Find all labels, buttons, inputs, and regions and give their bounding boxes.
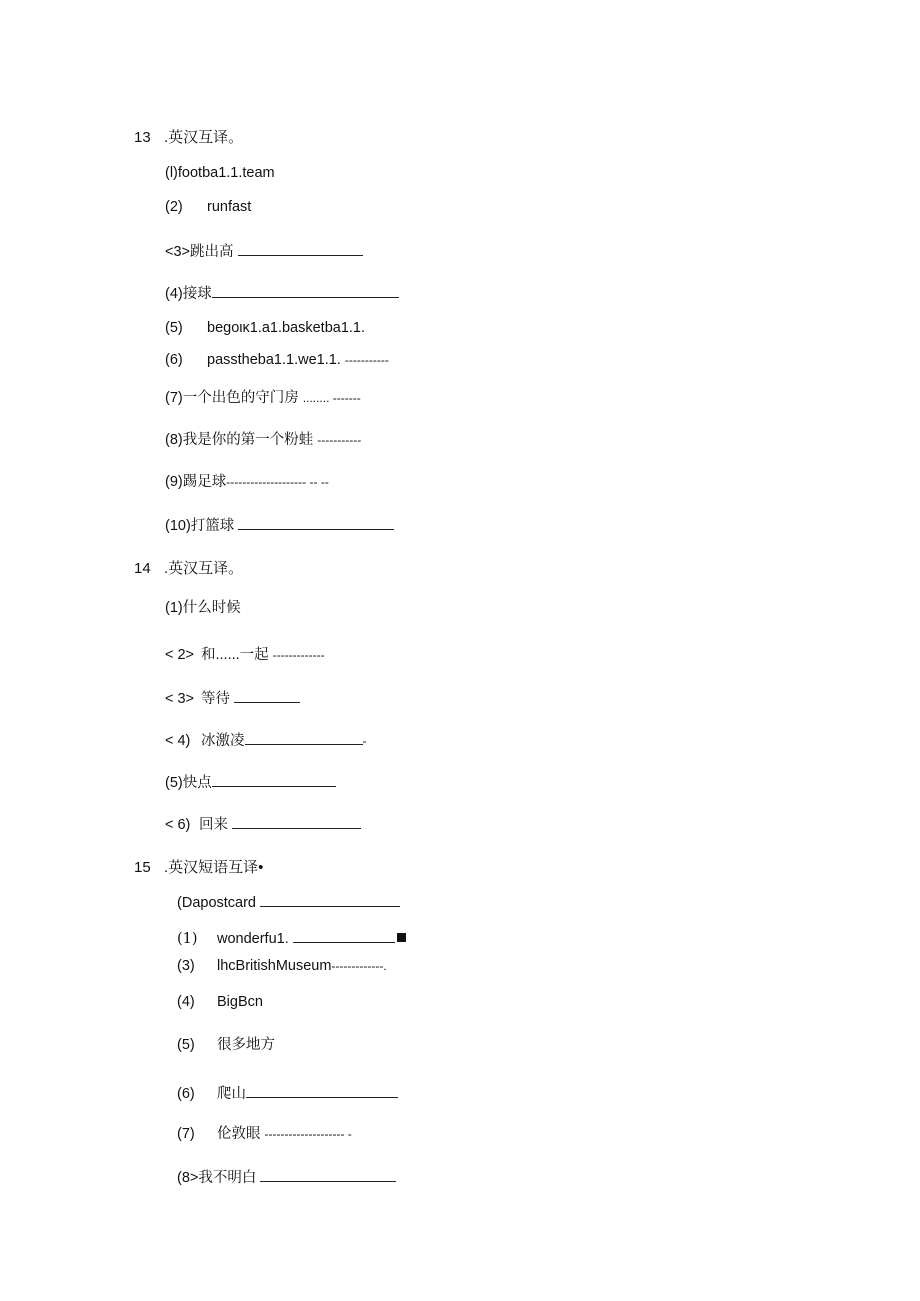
answer-blank[interactable] [212,772,336,787]
answer-dash-line[interactable]: -------------------- - [264,1127,352,1141]
question-title: .英汉互译。 [164,560,244,577]
q13-item-3 [165,241,363,261]
q13-item-4 [165,283,399,303]
q15-item-1 [177,892,400,912]
answer-dash-line[interactable]: ----------- [344,353,389,367]
q14-item-2 [165,646,325,664]
item-text: 什么时候 [182,600,241,616]
item-label: (4) [165,286,183,302]
q15-item-8 [177,1167,396,1187]
item-label: (7) [165,390,183,406]
answer-blank[interactable] [238,515,394,530]
question-14-header [134,557,243,578]
item-text: 踢足球 [182,474,227,490]
question-13-header [134,126,243,147]
answer-blank[interactable] [234,688,300,703]
item-label: < 3> [165,691,195,707]
item-text: 快点 [182,775,212,791]
item-label: (2) [165,199,183,215]
question-title: .英汉短语互译• [164,859,264,876]
item-text: apostcard [192,895,256,911]
q13-item-9 [165,473,329,491]
item-label: (9) [165,474,183,490]
q15-item-6 [177,1083,398,1103]
item-text: wonderfu1. [217,931,289,947]
item-label: (5) [177,1037,195,1053]
item-label: (1) [165,600,183,616]
item-label: (5) [165,320,183,336]
q15-item-3 [177,957,387,975]
q15-item-7 [177,1125,352,1143]
item-text: 冰激凌 [201,733,245,749]
item-text: 我是你的第一个粉蛙 [182,432,314,448]
item-label: (l) [165,165,178,181]
item-text: lhcBritishMuseum [217,958,332,974]
item-text: 爬山 [217,1086,246,1102]
q13-item-1 [165,164,275,182]
question-number: 15 [134,859,151,876]
answer-blank[interactable] [260,892,400,907]
item-label: (4) [177,994,195,1010]
item-label: (7) [177,1126,195,1142]
item-text: 我不明白 [198,1170,257,1186]
item-text: 一个出色的守门房 [182,390,299,406]
answer-blank[interactable] [293,928,395,943]
square-mark-icon [397,933,406,942]
item-label: < 4) [165,733,191,749]
item-text: 回来 [199,817,228,833]
answer-dash-line[interactable]: ------------- [272,648,325,662]
question-15-header [134,856,263,877]
item-text: BigBcn [217,994,263,1010]
answer-dash-line[interactable]: ........ ------- [302,391,361,405]
q13-item-6 [165,351,389,369]
q14-item-3 [165,688,300,708]
item-label: (1) [177,931,198,947]
question-number: 14 [134,560,151,577]
answer-blank[interactable] [212,283,399,298]
q13-item-7 [165,389,361,407]
answer-dash-line: - [362,734,367,748]
item-text: 和......一起 [201,647,269,663]
item-text: 伦敦眼 [217,1126,261,1142]
item-label: (8> [177,1170,199,1186]
answer-blank[interactable] [246,1083,398,1098]
item-label: (6) [165,352,183,368]
item-text: runfast [207,199,252,215]
q14-item-4 [165,730,367,750]
q14-item-6 [165,814,361,834]
item-text: 打篮球 [190,518,235,534]
item-label: (D [177,895,193,911]
q13-item-2 [165,198,251,216]
q15-item-4 [177,993,263,1011]
answer-blank[interactable] [245,730,363,745]
q13-item-10 [165,515,394,535]
q15-item-5 [177,1036,275,1054]
question-title: .英汉互译。 [164,129,244,146]
item-label: (6) [177,1086,195,1102]
item-text: 接球 [182,286,212,302]
item-label: < 6) [165,817,191,833]
item-label: (8) [165,432,183,448]
answer-dash-line[interactable]: -------------. [331,959,387,973]
item-text: passtheba1.1.we1.1. [207,352,341,368]
item-text: begoικ1.a1.basketba1.1. [207,320,366,336]
item-text: footba1.1.team [177,165,275,181]
q13-item-8 [165,431,361,449]
item-text: 很多地方 [217,1037,275,1053]
q15-item-2 [177,928,406,948]
item-text: 跳出高 [190,244,234,260]
item-label: <3> [165,244,190,260]
item-label: (3) [177,958,195,974]
q14-item-1 [165,599,241,617]
item-text: 等待 [201,691,230,707]
item-label: (5) [165,775,183,791]
item-label: (10) [165,518,191,534]
answer-dash-line[interactable]: ----------- [317,433,362,447]
item-label: < 2> [165,647,195,663]
answer-blank[interactable] [238,241,363,256]
answer-blank[interactable] [232,814,361,829]
answer-blank[interactable] [260,1167,396,1182]
q14-item-5 [165,772,336,792]
answer-dash-line[interactable]: -------------------- -- -- [226,475,329,489]
question-number: 13 [134,129,151,146]
q13-item-5 [165,319,365,337]
